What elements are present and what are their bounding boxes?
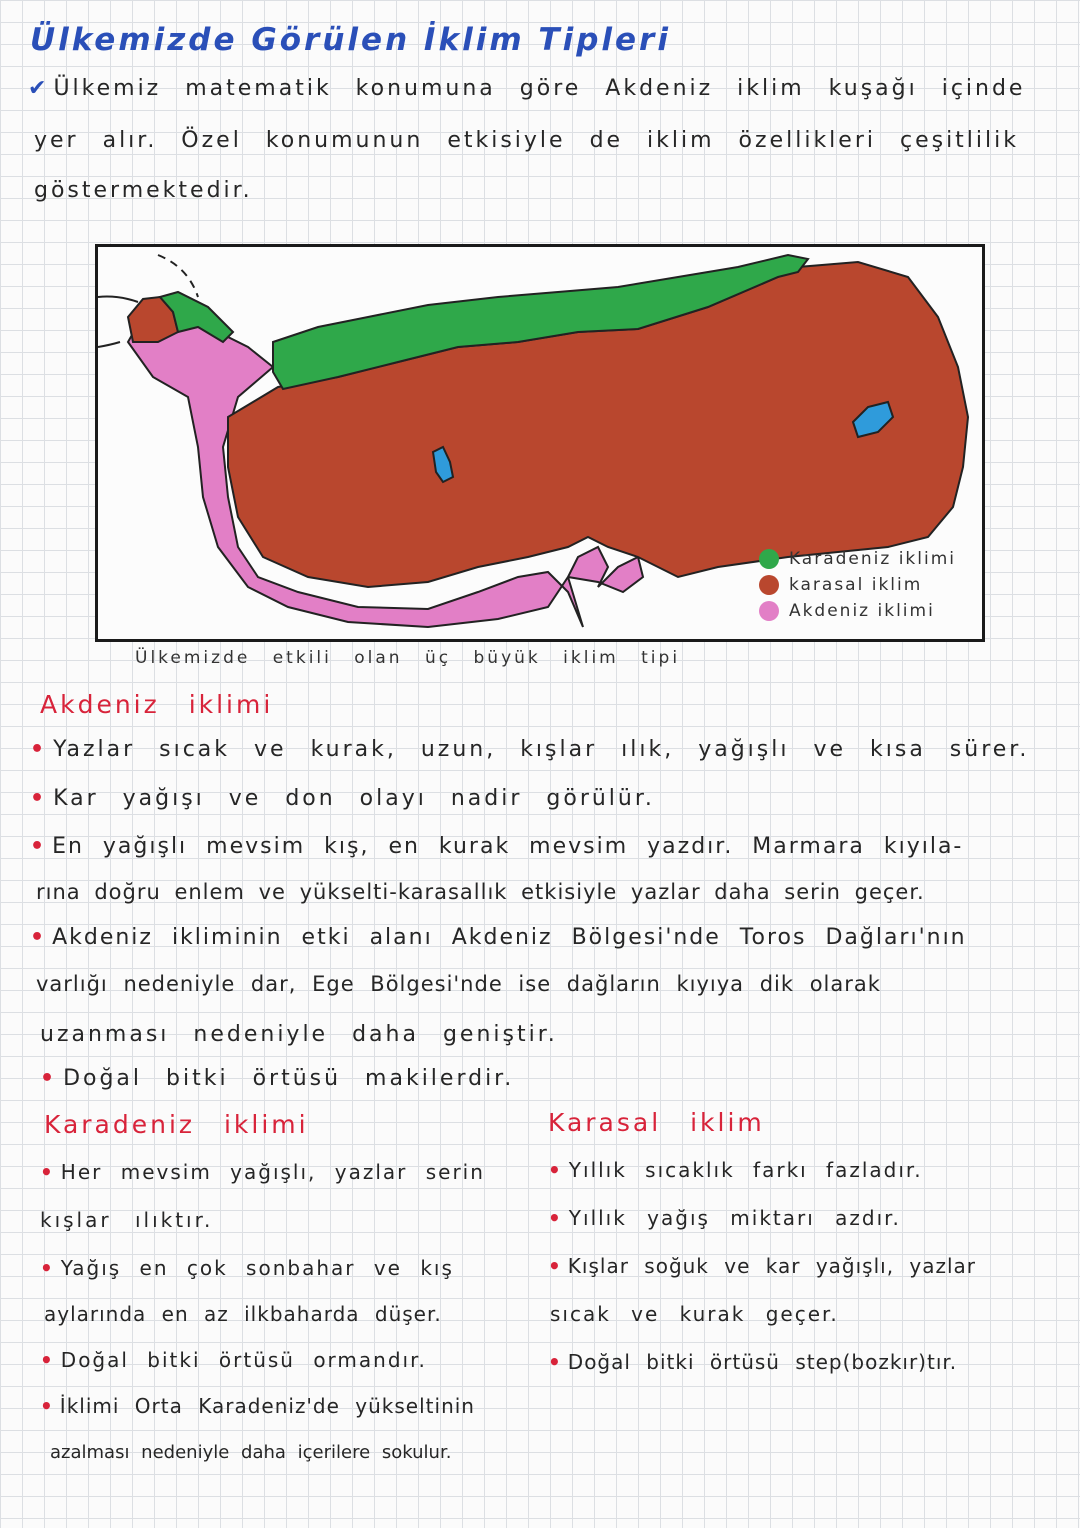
legend-swatch-pink — [759, 601, 779, 621]
intro-line-2: yer alır. Özel konumunun etkisiyle de iklim özellikleri çeşitlilik — [34, 128, 1019, 153]
intro-line-3: göstermektedir. — [34, 178, 253, 203]
karadeniz-line-3: • Yağış en çok sonbahar ve kış — [40, 1256, 454, 1280]
akdeniz-line-2: • Kar yağışı ve don olayı nadir görülür. — [30, 786, 655, 811]
akdeniz-line-7: uzanması nedeniyle daha geniştir. — [40, 1022, 558, 1047]
karadeniz-line-7: azalması nedeniyle daha içerilere sokulur. — [50, 1442, 452, 1463]
bullet-icon: • — [40, 1394, 54, 1418]
bullet-icon: • — [30, 925, 47, 950]
akdeniz-line-6: varlığı nedeniyle dar, Ege Bölgesi'nde ise dağların kıyıya dik olarak — [36, 972, 881, 996]
legend-item-karadeniz: Karadeniz iklimi — [759, 549, 956, 569]
climate-map — [95, 244, 985, 642]
border-dashed-line — [158, 255, 198, 297]
legend-swatch-green — [759, 549, 779, 569]
akdeniz-line-1: • Yazlar sıcak ve kurak, uzun, kışlar ılık, yağışlı ve kısa sürer. — [30, 737, 1030, 762]
karasal-line-1: • Yıllık sıcaklık farkı fazladır. — [548, 1158, 923, 1182]
karadeniz-line-4: aylarında en az ilkbaharda düşer. — [44, 1302, 442, 1326]
legend-swatch-brown — [759, 575, 779, 595]
legend-item-karasal: karasal iklim — [759, 575, 956, 595]
bullet-icon: • — [30, 786, 48, 811]
bullet-icon: • — [548, 1254, 562, 1278]
map-legend — [759, 543, 956, 621]
border-line — [98, 297, 138, 302]
bullet-icon: • — [40, 1066, 58, 1091]
karasal-line-4: sıcak ve kurak geçer. — [550, 1302, 839, 1326]
intro-line-1: ✔ Ülkemiz matematik konumuna göre Akdeniz iklim kuşağı içinde — [28, 76, 1026, 101]
map-caption: Ülkemizde etkili olan üç büyük iklim tipi — [135, 648, 681, 668]
bullet-icon: • — [30, 834, 47, 859]
karadeniz-line-5: • Doğal bitki örtüsü ormandır. — [40, 1348, 427, 1372]
akdeniz-line-5: • Akdeniz ikliminin etki alanı Akdeniz Bölgesi'nde Toros Dağları'nın — [30, 925, 967, 950]
karadeniz-heading: Karadeniz iklimi — [44, 1110, 309, 1139]
karasal-line-3: • Kışlar soğuk ve kar yağışlı, yazlar — [548, 1254, 977, 1278]
karasal-heading: Karasal iklim — [548, 1108, 765, 1137]
bullet-icon: • — [548, 1206, 563, 1230]
akdeniz-line-8: • Doğal bitki örtüsü makilerdir. — [40, 1066, 515, 1091]
bullet-icon: • — [40, 1160, 55, 1184]
karadeniz-line-6: • İklimi Orta Karadeniz'de yükseltinin — [40, 1394, 475, 1418]
page-title: Ülkemizde Görülen İklim Tipleri — [30, 22, 671, 58]
karasal-line-5: • Doğal bitki örtüsü step(bozkır)tır. — [548, 1350, 958, 1374]
akdeniz-line-3: • En yağışlı mevsim kış, en kurak mevsim yazdır. Marmara kıyıla- — [30, 834, 964, 859]
akdeniz-heading: Akdeniz iklimi — [40, 690, 274, 719]
bullet-icon: • — [548, 1350, 562, 1374]
bullet-icon: • — [40, 1256, 55, 1280]
legend-item-akdeniz: Akdeniz iklimi — [759, 601, 956, 621]
bullet-icon: • — [40, 1348, 55, 1372]
karadeniz-line-1: • Her mevsim yağışlı, yazlar serin — [40, 1160, 485, 1184]
karadeniz-line-2: kışlar ılıktır. — [40, 1208, 214, 1232]
border-line — [98, 342, 120, 347]
check-icon: ✔ — [28, 76, 50, 101]
karasal-line-2: • Yıllık yağış miktarı azdır. — [548, 1206, 901, 1230]
bullet-icon: • — [30, 737, 48, 762]
akdeniz-line-4: rına doğru enlem ve yükselti-karasallık etkisiyle yazlar daha serin geçer. — [36, 880, 925, 904]
bullet-icon: • — [548, 1158, 563, 1182]
